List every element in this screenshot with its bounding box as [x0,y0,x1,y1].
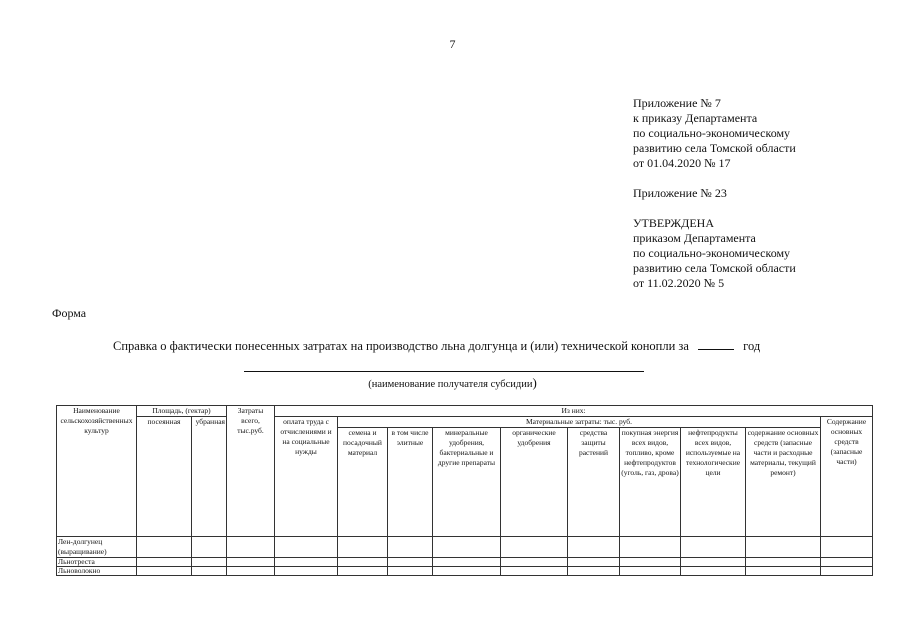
crop-name-cell: Льнотреста [57,558,137,567]
appendix-1-line: по социально-экономическому [633,126,791,140]
recipient-name-line[interactable] [244,371,644,372]
table-cell[interactable] [620,567,681,576]
crop-name-cell: Лен-долгунец (выращивание) [57,537,137,558]
table-cell[interactable] [433,558,501,567]
header-energy: покупная энергия всех видов, топливо, кроме нефтепродуктов (уголь, газ, дрова) [620,428,681,537]
recipient-caption [0,375,905,391]
table-cell[interactable] [227,537,275,558]
table-cell[interactable] [433,537,501,558]
header-maintenance: Содержание основных средств (запасные части) [821,417,873,537]
table-cell[interactable] [620,537,681,558]
appendix-1-line: Приложение № 7 [633,96,721,110]
table-cell[interactable] [338,537,388,558]
table-cell[interactable] [568,558,620,567]
table-cell[interactable] [681,537,746,558]
appendix-1-line: к приказу Департамента [633,111,758,125]
header-organic-fertilizers: органические удобрения [501,428,568,537]
table-cell[interactable] [746,558,821,567]
approval-line: развитию села Томской области [633,261,796,275]
table-cell[interactable] [275,558,338,567]
table-row [57,537,873,558]
header-area-sown: посеянная [137,417,192,537]
appendix-block [633,96,796,291]
table-cell[interactable] [227,567,275,576]
table-cell[interactable] [681,558,746,567]
header-area-harvested: убранная [192,417,227,537]
table-cell[interactable] [227,558,275,567]
header-seeds: семена и посадочный материал [338,428,388,537]
appendix-1-line: развитию села Томской области [633,141,796,155]
approval-line: приказом Департамента [633,231,756,245]
crop-name-cell: Льноволокно [57,567,137,576]
appendix-1-line: от 01.04.2020 № 17 [633,156,731,170]
appendix-23-line: Приложение № 23 [633,186,727,200]
header-plant-protection: средства защиты растений [568,428,620,537]
table-cell[interactable] [192,558,227,567]
table-cell[interactable] [501,567,568,576]
table-cell[interactable] [388,537,433,558]
table-cell[interactable] [568,537,620,558]
table-cell[interactable] [433,567,501,576]
page-number: 7 [449,37,456,51]
table-cell[interactable] [192,567,227,576]
table-cell[interactable] [568,567,620,576]
table-cell[interactable] [620,558,681,567]
table-cell[interactable] [746,567,821,576]
table-cell[interactable] [681,567,746,576]
header-fixed-assets: содержание основных средств (запасные части и расходные материалы, текущий ремонт) [746,428,821,537]
approval-line: от 11.02.2020 № 5 [633,276,725,290]
header-total-costs: Затраты всего, тыс.руб. [227,406,275,537]
table-cell[interactable] [388,567,433,576]
recipient-caption-close: ) [532,375,537,390]
header-of-which: Из них: [275,406,873,417]
costs-table [56,405,873,576]
table-cell[interactable] [338,558,388,567]
header-area: Площадь, (гектар) [137,406,227,417]
header-crop-name: Наименование сельскохозяйственных культур [57,406,137,537]
recipient-caption-text: (наименование получателя субсидии [368,379,533,390]
table-row [57,567,873,576]
table-cell[interactable] [821,567,873,576]
document-title-suffix: год [743,339,761,353]
table-cell[interactable] [821,558,873,567]
table-cell[interactable] [137,567,192,576]
document-title [113,339,760,354]
header-petroleum: нефтепродукты всех видов, используемые на технологические цели [681,428,746,537]
table-cell[interactable] [388,558,433,567]
table-row [57,558,873,567]
table-cell[interactable] [275,537,338,558]
table-cell[interactable] [746,537,821,558]
table-cell[interactable] [137,537,192,558]
table-cell[interactable] [821,537,873,558]
table-cell[interactable] [338,567,388,576]
approval-line: УТВЕРЖДЕНА [633,216,715,230]
header-elite: в том числе элитные [388,428,433,537]
table-cell[interactable] [275,567,338,576]
table-cell[interactable] [137,558,192,567]
header-material-costs: Материальные затраты: тыс. руб. [338,417,821,428]
approval-line: по социально-экономическому [633,246,791,260]
header-mineral-fertilizers: минеральные удобрения, бактериальные и другие препараты [433,428,501,537]
form-label: Форма [52,306,87,320]
table-cell[interactable] [192,537,227,558]
header-labor: оплата труда с отчислениями и на социальные нужды [275,417,338,537]
table-cell[interactable] [501,558,568,567]
table-cell[interactable] [501,537,568,558]
year-blank-line[interactable] [698,348,734,350]
document-title-text: Справка о фактически понесенных затратах на производство льна долгунца и (или) технической конопли за [113,339,689,353]
